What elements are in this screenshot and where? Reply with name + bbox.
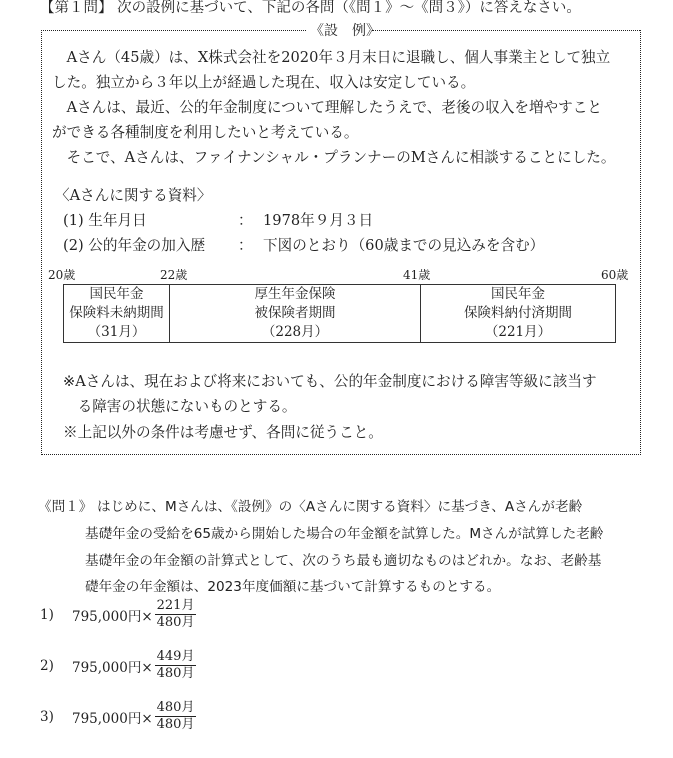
case-line: Aさん（45歳）は、X株式会社を2020年３月末日に退職し、個人事業主として独立 xyxy=(52,49,611,66)
denominator: 480月 xyxy=(156,666,195,681)
case-line: した。独立から３年以上が経過した現在、収入は安定している。 xyxy=(52,74,476,91)
case-box-border xyxy=(372,30,640,31)
option-number: 3) xyxy=(40,708,54,725)
period-type: 厚生年金保険 xyxy=(254,286,336,302)
period-status: 保険料納付済期間 xyxy=(464,305,572,321)
question-line: 基礎年金の年金額の計算式として、次のうち最も適切なものはどれか。なお、老齢基 xyxy=(85,553,602,569)
numerator: 221月 xyxy=(156,598,195,613)
material-label: (2) 公的年金の加入歴 xyxy=(63,237,206,254)
option-2[interactable] xyxy=(40,649,196,682)
period-months: （221月） xyxy=(484,324,552,340)
option-number: 2) xyxy=(40,657,54,674)
note-line: る障害の状態にないものとする。 xyxy=(63,398,297,415)
material-label: (1) 生年月日 xyxy=(63,212,147,229)
option-fraction xyxy=(155,700,197,733)
pension-timeline xyxy=(63,284,616,343)
materials-heading: 〈Aさんに関する資料〉 xyxy=(55,187,212,204)
note-line: ※Aさんは、現在および将来においても、公的年金制度における障害等級に該当す xyxy=(63,373,597,390)
option-3[interactable] xyxy=(40,700,196,733)
case-line: そこで、Aさんは、ファイナンシャル・プランナーのMさんに相談することにした。 xyxy=(52,149,616,166)
period-months: （31月） xyxy=(87,324,146,340)
age-label: 60歳 xyxy=(601,268,629,282)
material-value: 下図のとおり（60歳までの見込みを含む） xyxy=(263,237,545,254)
period-paid xyxy=(421,285,616,343)
period-type: 国民年金 xyxy=(491,286,545,302)
option-base: 795,000円× xyxy=(72,608,153,625)
question-set-title: 【第１問】 次の設例に基づいて、下記の各問（《問１》～《問３》）に答えなさい。 xyxy=(40,0,581,16)
case-label: 《設 例》 xyxy=(310,23,380,39)
denominator: 480月 xyxy=(156,717,195,732)
option-fraction xyxy=(155,598,197,631)
case-box-border xyxy=(41,30,306,31)
age-label: 41歳 xyxy=(403,268,431,282)
numerator: 480月 xyxy=(156,700,195,715)
option-1[interactable] xyxy=(40,598,196,631)
period-unpaid xyxy=(64,285,170,343)
age-label: 22歳 xyxy=(160,268,188,282)
period-type: 国民年金 xyxy=(89,286,144,302)
material-sep: ： xyxy=(238,237,253,254)
option-base: 795,000円× xyxy=(72,710,153,727)
denominator: 480月 xyxy=(156,615,195,630)
period-months: （228月） xyxy=(261,324,329,340)
question-line: 礎年金の年金額は、2023年度価額に基づいて計算するものとする。 xyxy=(85,579,501,595)
option-number: 1) xyxy=(40,606,54,623)
case-line: ができる各種制度を利用したいと考えている。 xyxy=(52,124,359,141)
period-employee-pension xyxy=(170,285,421,343)
material-value: 1978年９月３日 xyxy=(263,212,374,229)
question-label: 《問１》 xyxy=(38,499,93,515)
option-fraction xyxy=(155,649,197,682)
note-line: ※上記以外の条件は考慮せず、各問に従うこと。 xyxy=(63,424,383,441)
age-label: 20歳 xyxy=(48,268,76,282)
question-line: はじめに、Mさんは、《設例》の〈Aさんに関する資料〉に基づき、Aさんが老齢 xyxy=(97,499,583,515)
question-line: 基礎年金の受給を65歳から開始した場合の年金額を試算した。Mさんが試算した老齢 xyxy=(85,526,604,542)
option-base: 795,000円× xyxy=(72,659,153,676)
numerator: 449月 xyxy=(156,649,195,664)
case-line: Aさんは、最近、公的年金制度について理解したうえで、老後の収入を増やすこと xyxy=(52,99,602,116)
period-status: 被保険者期間 xyxy=(254,305,336,321)
period-status: 保険料未納期間 xyxy=(69,305,164,321)
material-sep: ： xyxy=(238,212,253,229)
